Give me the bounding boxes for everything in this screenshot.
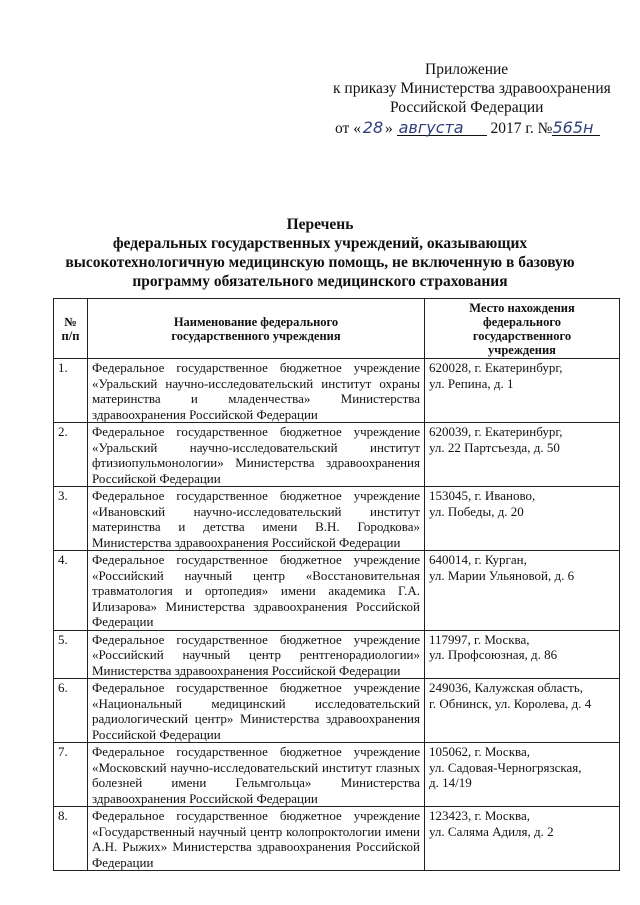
address-line: г. Обнинск, ул. Королева, д. 4 bbox=[429, 695, 592, 711]
column-header-number-line1: № bbox=[64, 314, 77, 329]
address-line: 640014, г. Курган, bbox=[429, 552, 527, 567]
address-line: д. 14/19 bbox=[429, 775, 472, 790]
title-line-4: программу обязательного медицинского страхования bbox=[132, 273, 508, 290]
date-day-handwritten: 28 bbox=[362, 118, 384, 137]
institution-address bbox=[425, 359, 620, 423]
institution-name: Федеральное государственное бюджетное учреждение «Ивановский научно-исследовательский институт материнства и детства имени В.Н. Городкова» Министерства здравоохранения Российской Федерации bbox=[88, 487, 425, 551]
institution-name: Федеральное государственное бюджетное учреждение «Уральский научно-исследовательский институт охраны материнства и младенчества» Министерства здравоохранения Российской Федерации bbox=[88, 359, 425, 423]
address-line: ул. Репина, д. 1 bbox=[429, 375, 514, 391]
date-prefix: от « bbox=[335, 120, 361, 137]
address-line: ул. 22 Партсъезда, д. 50 bbox=[429, 439, 560, 455]
appendix-label: Приложение bbox=[425, 61, 509, 78]
row-number: 4. bbox=[54, 551, 88, 631]
institution-address bbox=[425, 551, 620, 631]
row-number: 8. bbox=[54, 807, 88, 871]
title-line-1: Перечень bbox=[286, 216, 354, 233]
title-line-2: федеральных государственных учреждений, оказывающих bbox=[112, 235, 528, 252]
address-line: 153045, г. Иваново, bbox=[429, 488, 536, 503]
row-number: 3. bbox=[54, 487, 88, 551]
institution-address bbox=[425, 679, 620, 743]
row-number: 6. bbox=[54, 679, 88, 743]
institution-name: Федеральное государственное бюджетное учреждение «Государственный научный центр колопроктологии имени А.Н. Рыжих» Министерства здравоохранения Российской Федерации bbox=[88, 807, 425, 871]
order-reference: к приказу Министерства здравоохранения bbox=[333, 80, 611, 97]
table-header-row bbox=[54, 299, 620, 359]
order-date-line bbox=[300, 118, 620, 138]
column-header-number-line2: п/п bbox=[61, 328, 80, 343]
institution-name: Федеральное государственное бюджетное учреждение «Уральский научно-исследовательский институт фтизиопульмонологии» Министерства здравоохранения Российской Федерации bbox=[88, 423, 425, 487]
address-line: 620039, г. Екатеринбург, bbox=[429, 424, 563, 439]
column-header-number bbox=[54, 299, 88, 359]
table-row bbox=[54, 679, 620, 743]
address-line: ул. Марии Ульяновой, д. 6 bbox=[429, 567, 575, 583]
address-line: ул. Садовая-Черногрязская, bbox=[429, 759, 582, 775]
institution-address bbox=[425, 487, 620, 551]
institutions-table bbox=[53, 298, 620, 871]
table-row bbox=[54, 359, 620, 423]
title-line-3: высокотехнологичную медицинскую помощь, не включенную в базовую bbox=[65, 254, 575, 271]
column-header-address: Место нахождения федерального государственного учреждения bbox=[425, 299, 620, 359]
address-line: 249036, Калужская область, bbox=[429, 680, 584, 695]
address-line: ул. Профсоюзная, д. 86 bbox=[429, 647, 558, 662]
appendix-header bbox=[300, 60, 620, 138]
institution-address bbox=[425, 423, 620, 487]
row-number: 2. bbox=[54, 423, 88, 487]
row-number: 7. bbox=[54, 743, 88, 807]
institution-name: Федеральное государственное бюджетное учреждение «Московский научно-исследовательский институт глазных болезней имени Гельмгольца» Министерства здравоохранения Российской Федерации bbox=[88, 743, 425, 807]
table-row bbox=[54, 743, 620, 807]
date-year: 2017 г. № bbox=[490, 120, 553, 137]
ministry-name: Российской Федерации bbox=[390, 99, 544, 116]
institution-address bbox=[425, 807, 620, 871]
table-body bbox=[54, 359, 620, 871]
institution-address bbox=[425, 630, 620, 679]
address-line: ул. Саляма Адиля, д. 2 bbox=[429, 823, 554, 839]
address-line: 117997, г. Москва, bbox=[429, 631, 530, 647]
table-row bbox=[54, 630, 620, 679]
institution-name: Федеральное государственное бюджетное учреждение «Национальный медицинский исследовательский радиологический центр» Министерства здравоохранения Российской Федерации bbox=[88, 679, 425, 743]
row-number: 5. bbox=[54, 630, 88, 679]
address-line: 105062, г. Москва, bbox=[429, 744, 530, 759]
row-number: 1. bbox=[54, 359, 88, 423]
date-separator: » bbox=[384, 120, 393, 137]
table-row bbox=[54, 807, 620, 871]
institution-address bbox=[425, 743, 620, 807]
date-month-handwritten: августа bbox=[397, 120, 487, 136]
address-line: 123423, г. Москва, bbox=[429, 808, 530, 823]
column-header-name: Наименование федерального государственного учреждения bbox=[88, 299, 425, 359]
table-row bbox=[54, 551, 620, 631]
institution-name: Федеральное государственное бюджетное учреждение «Российский научный центр рентгенорадиологии» Министерства здравоохранения Российской Федерации bbox=[88, 630, 425, 679]
address-line: 620028, г. Екатеринбург, bbox=[429, 360, 563, 375]
document-title bbox=[0, 215, 640, 291]
order-number-handwritten: 565н bbox=[552, 120, 600, 136]
institution-name: Федеральное государственное бюджетное учреждение «Российский научный центр «Восстановительная травматология и ортопедия» имени академика Г.А. Илизарова» Министерства здравоохранения Российской Федерации bbox=[88, 551, 425, 631]
address-line: ул. Победы, д. 20 bbox=[429, 503, 524, 519]
table-row bbox=[54, 487, 620, 551]
table-row bbox=[54, 423, 620, 487]
